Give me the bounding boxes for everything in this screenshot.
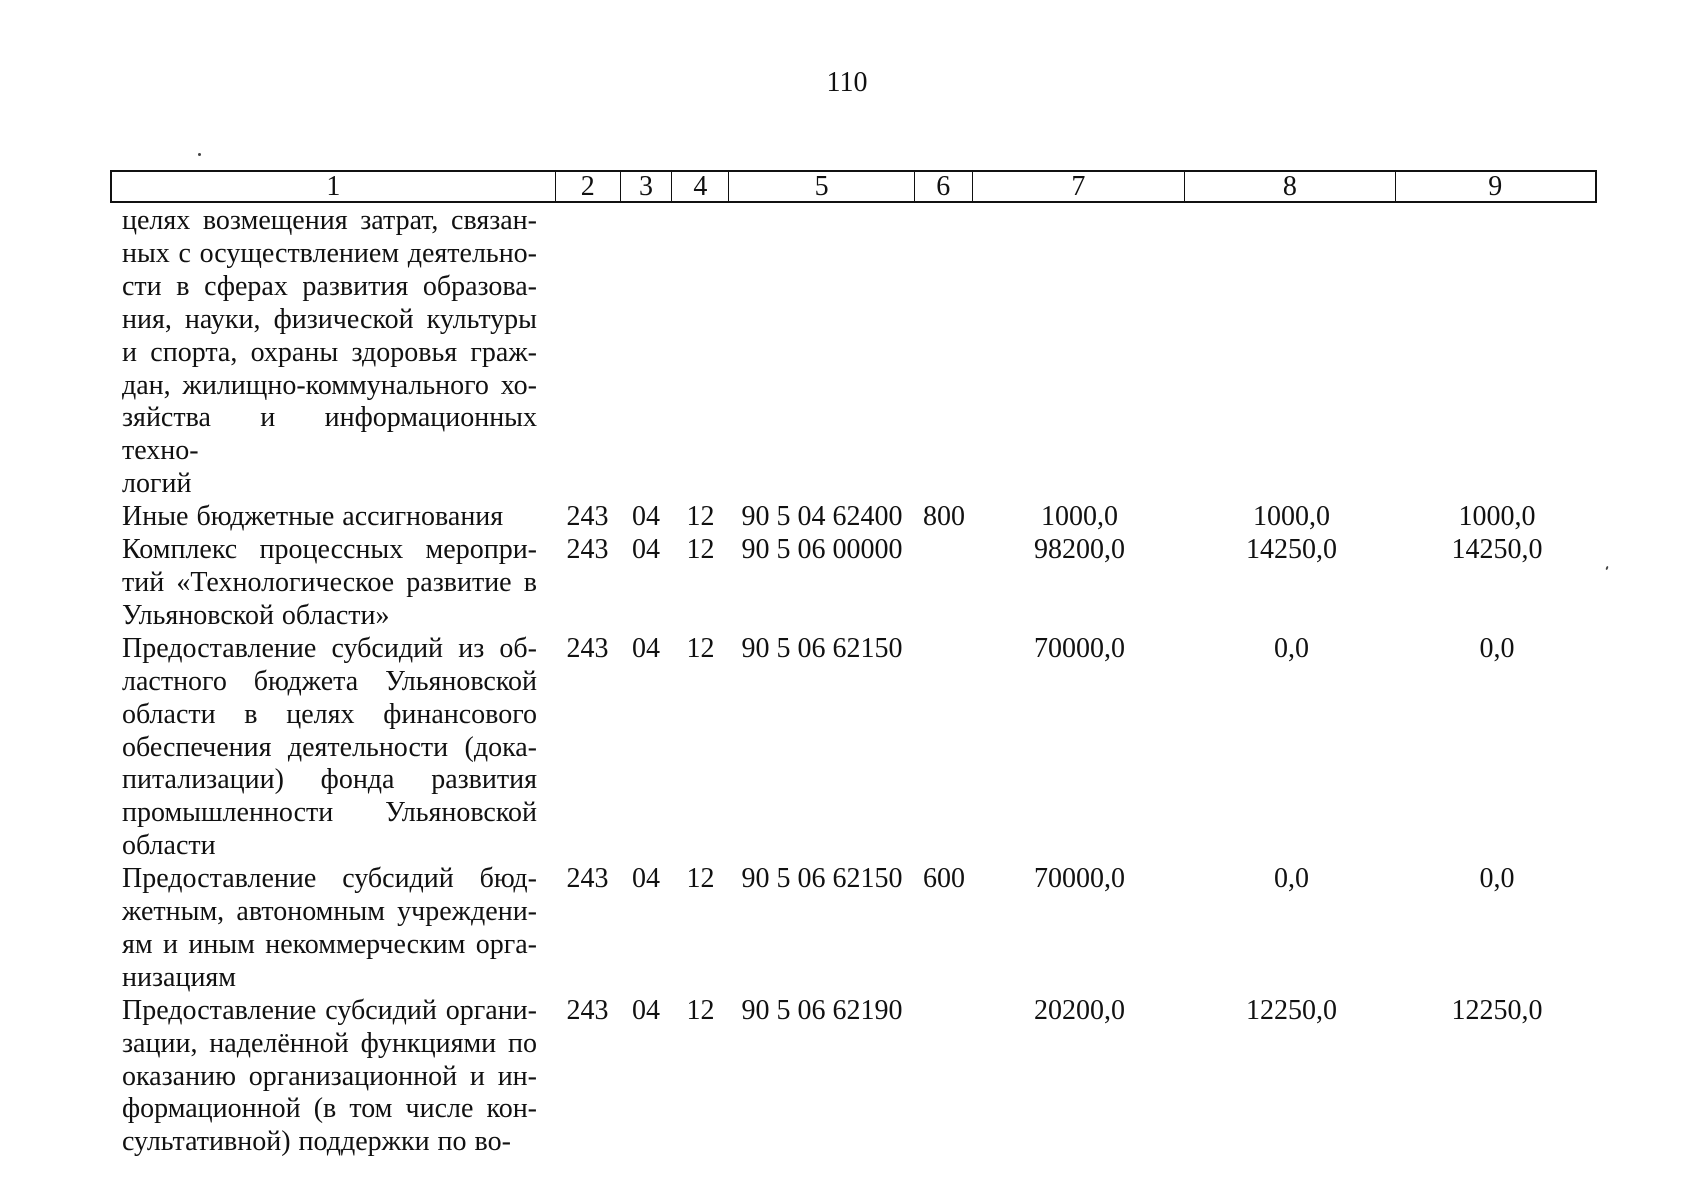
description-line: логий [122, 468, 192, 500]
description-line: ния, науки, физической культуры [122, 303, 537, 335]
description-line: дан, жилищно-коммунального хо- [122, 369, 537, 401]
header-col-3: 3 [621, 172, 673, 201]
cell-col-6: 600 [923, 863, 965, 895]
cell-col-3: 04 [632, 501, 660, 533]
table-row [110, 863, 1597, 995]
cell-col-4: 12 [686, 534, 715, 566]
cell-col-9: 12250,0 [1451, 994, 1543, 1026]
header-col-2: 2 [556, 172, 621, 201]
cell-col-8: 0,0 [1274, 632, 1309, 664]
cell-col-9: 0,0 [1479, 632, 1515, 664]
scan-speck [1605, 566, 1608, 570]
table-row [110, 534, 1597, 633]
cell-col-5: 90 5 06 62150 [741, 863, 903, 895]
cell-col-8: 12250,0 [1246, 994, 1337, 1026]
description-line: области в целях финансового [122, 698, 537, 730]
description-line: промышленности Ульяновской [122, 797, 537, 829]
description-line: Ульяновской области» [122, 599, 390, 631]
cell-col-4: 12 [686, 501, 715, 533]
row-description [110, 633, 537, 863]
row-description [110, 205, 537, 501]
description-line: тий «Технологическое развитие в [122, 566, 537, 598]
cell-col-9: 14250,0 [1451, 534, 1543, 566]
header-col-9: 9 [1488, 171, 1503, 202]
table-body [110, 205, 1597, 1159]
description-line: сти в сферах развития образова- [122, 270, 537, 302]
description-line: сультативной) поддержки по во- [122, 1126, 511, 1158]
table-row [110, 995, 1597, 1160]
description-line: зации, наделённой функциями по [122, 1027, 537, 1059]
cell-col-2: 243 [566, 632, 609, 664]
cell-col-5: 90 5 04 62400 [741, 501, 903, 533]
row-description [110, 995, 537, 1160]
cell-col-2: 243 [566, 863, 609, 895]
header-col-4: 4 [672, 172, 729, 201]
cell-col-9: 0,0 [1479, 863, 1515, 895]
description-line: ям и иным некоммерческим орга- [122, 928, 537, 960]
cell-col-3: 04 [632, 863, 660, 895]
page-number: 110 [826, 67, 868, 98]
description-line: Предоставление субсидий бюд- [122, 863, 537, 895]
description-line: ных с осуществлением деятельно- [122, 237, 537, 269]
table-row [110, 205, 1597, 501]
description-line: обеспечения деятельности (дока- [122, 731, 537, 763]
cell-col-7: 70000,0 [1034, 863, 1125, 895]
cell-col-6: 800 [923, 501, 965, 533]
description-line: питализации) фонда развития [122, 764, 537, 796]
table-header-row [110, 170, 1597, 203]
cell-col-4: 12 [686, 863, 715, 895]
cell-col-4: 12 [686, 994, 715, 1026]
cell-col-5: 90 5 06 62190 [741, 994, 903, 1026]
cell-col-7: 20200,0 [1034, 994, 1125, 1026]
description-line: оказанию организационной и ин- [122, 1060, 537, 1092]
cell-col-5: 90 5 06 00000 [741, 534, 903, 566]
cell-col-7: 70000,0 [1034, 632, 1125, 664]
cell-col-7: 1000,0 [1041, 501, 1118, 533]
row-description [110, 863, 537, 995]
cell-col-2: 243 [566, 534, 609, 566]
description-line: целях возмещения затрат, связан- [122, 205, 537, 236]
table-row [110, 633, 1597, 863]
description-line: области [122, 830, 216, 862]
description-line: Предоставление субсидий органи- [122, 994, 537, 1026]
header-col-8: 8 [1185, 172, 1395, 201]
cell-col-8: 0,0 [1274, 863, 1309, 895]
cell-col-8: 1000,0 [1253, 501, 1330, 533]
description-line: и спорта, охраны здоровья граж- [122, 336, 537, 368]
table-row [110, 501, 1597, 534]
description-line: низациям [122, 961, 237, 993]
cell-col-2: 243 [566, 501, 609, 533]
cell-col-9: 1000,0 [1458, 501, 1536, 533]
row-description [110, 534, 537, 633]
scan-speck [198, 153, 201, 156]
cell-col-2: 243 [566, 994, 609, 1026]
description-line: Предоставление субсидий из об- [122, 632, 537, 664]
header-col-6: 6 [915, 172, 973, 201]
header-col-5: 5 [729, 172, 915, 201]
description-line: зяйства и информационных техно- [122, 402, 537, 467]
cell-col-5: 90 5 06 62150 [741, 632, 903, 664]
row-description [110, 501, 537, 534]
cell-col-3: 04 [632, 632, 660, 664]
cell-col-8: 14250,0 [1246, 534, 1337, 566]
header-col-1: 1 [112, 172, 556, 201]
description-line: ластного бюджета Ульяновской [122, 665, 537, 697]
cell-col-4: 12 [686, 632, 715, 664]
header-col-7: 7 [973, 172, 1185, 201]
cell-col-3: 04 [632, 534, 660, 566]
description-line: жетным, автономным учреждени- [122, 896, 537, 928]
description-line: Комплекс процессных меропри- [122, 534, 537, 566]
description-line: формационной (в том числе кон- [122, 1093, 537, 1125]
cell-col-3: 04 [632, 994, 660, 1026]
cell-col-7: 98200,0 [1034, 534, 1125, 566]
description-line: Иные бюджетные ассигнования [122, 501, 504, 533]
